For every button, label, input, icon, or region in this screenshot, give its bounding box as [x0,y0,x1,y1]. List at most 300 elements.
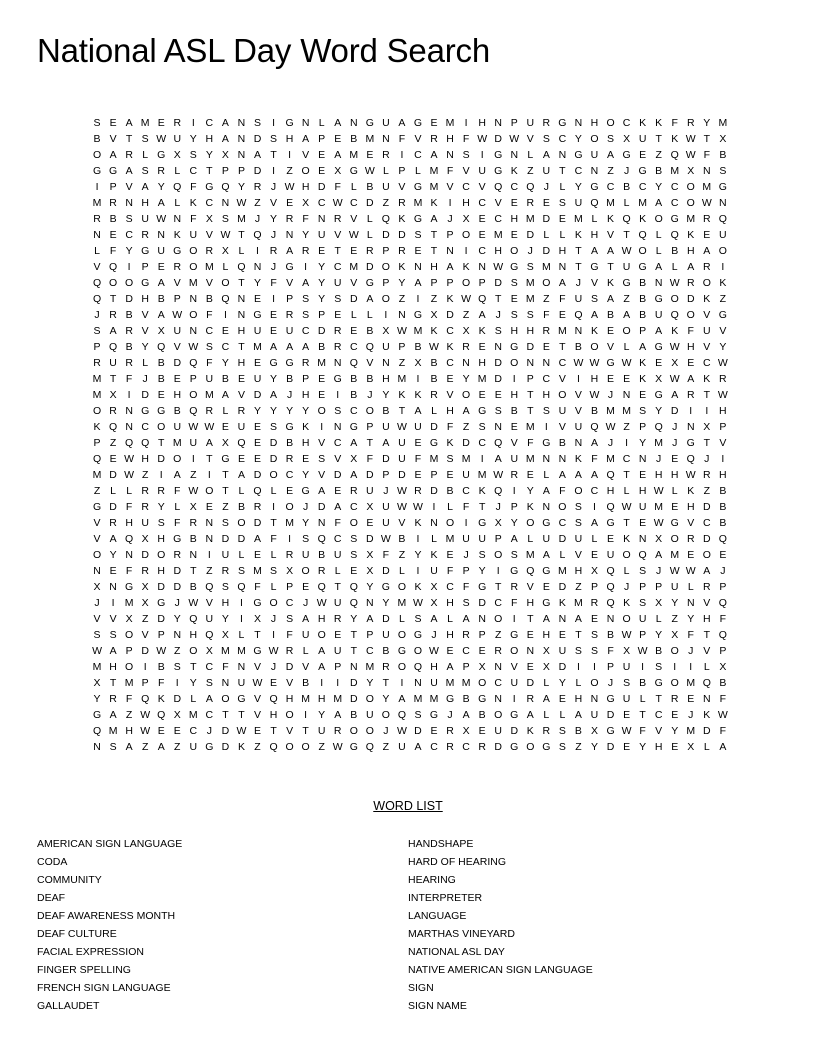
grid-letter: S [510,309,518,321]
grid-letter: W [396,485,407,497]
grid-letter: D [253,165,262,177]
grid-letter: V [286,277,294,289]
grid-letter: Y [173,613,181,625]
grid-letter: V [93,517,101,529]
grid-letter: G [478,581,487,593]
grid-letter: L [575,677,582,689]
grid-letter: R [109,517,117,529]
grid-letter: M [718,117,728,129]
grid-letter: G [92,165,102,177]
grid-row [89,691,731,707]
grid-letter: B [125,341,133,353]
word-list-item: FINGER SPELLING [37,964,131,976]
grid-letter: E [414,245,422,257]
grid-letter: J [623,165,630,177]
grid-letter: H [125,725,133,737]
grid-letter: U [478,533,486,545]
grid-letter: A [542,549,550,561]
grid-letter: V [398,181,406,193]
grid-letter: R [703,581,711,593]
grid-letter: O [686,197,695,209]
grid-letter: N [478,261,486,273]
grid-letter: R [189,517,198,529]
grid-letter: F [302,213,309,225]
grid-letter: C [542,373,551,385]
grid-letter: L [447,501,453,513]
grid-letter: X [590,725,598,737]
grid-letter: D [558,533,567,545]
grid-letter: X [687,165,695,177]
grid-letter: Y [221,357,229,369]
grid-letter: W [621,501,632,513]
grid-letter: E [639,469,647,481]
grid-letter: A [719,741,727,753]
grid-letter: D [462,437,470,449]
grid-letter: R [494,645,502,657]
grid-letter: A [253,533,261,545]
grid-letter: I [400,677,404,689]
grid-letter: Q [670,149,679,161]
grid-letter: P [398,341,406,353]
grid-letter: N [414,261,422,273]
grid-letter: G [125,581,134,593]
grid-letter: N [221,197,230,209]
grid-letter: H [558,245,567,257]
grid-letter: E [703,229,711,241]
grid-letter: Y [302,469,310,481]
grid-letter: T [190,661,197,673]
grid-letter: A [430,613,438,625]
grid-letter: G [253,645,262,657]
grid-letter: U [141,213,149,225]
grid-letter: D [446,309,454,321]
grid-letter: V [286,725,294,737]
grid-letter: U [638,501,647,513]
grid-letter: D [253,469,262,481]
grid-letter: M [333,693,343,705]
grid-letter: B [366,373,374,385]
grid-letter: J [270,613,277,625]
grid-letter: H [125,517,133,529]
grid-letter: I [512,613,516,625]
grid-letter: Q [269,693,278,705]
grid-letter: Z [109,437,117,449]
grid-letter: O [622,549,631,561]
grid-letter: U [253,325,262,337]
grid-letter: D [494,277,502,289]
grid-letter: W [669,565,680,577]
grid-letter: H [446,405,454,417]
grid-letter: G [622,149,631,161]
grid-letter: E [478,389,486,401]
grid-letter: Q [365,741,374,753]
grid-letter: E [510,229,518,241]
grid-letter: I [256,245,259,257]
grid-letter: Y [189,133,197,145]
grid-letter: Q [397,709,406,721]
grid-letter: S [590,293,598,305]
grid-letter: X [253,613,261,625]
grid-letter: U [366,709,374,721]
grid-letter: C [205,325,214,337]
grid-letter: L [222,405,229,417]
grid-letter: N [446,149,454,161]
grid-letter: E [157,725,165,737]
grid-letter: V [703,645,711,657]
grid-letter: B [189,581,197,593]
grid-letter: V [687,517,695,529]
grid-letter: I [95,181,99,193]
grid-letter: A [205,437,213,449]
grid-letter: L [655,245,662,257]
grid-letter: C [494,597,502,609]
grid-letter: F [109,245,117,257]
grid-letter: Y [687,613,695,625]
grid-letter: A [590,245,598,257]
grid-letter: L [190,693,197,705]
word-list-item: NATIVE AMERICAN SIGN LANGUAGE [408,964,593,976]
grid-letter: U [478,165,486,177]
grid-letter: C [446,325,454,337]
word-list-item: DEAF [37,892,66,904]
grid-letter: D [558,581,567,593]
grid-letter: N [93,565,101,577]
grid-letter: N [526,357,535,369]
grid-letter: D [237,533,246,545]
grid-letter: Y [253,277,261,289]
grid-letter: Z [607,165,614,177]
grid-letter: X [655,597,663,609]
grid-letter: P [462,565,470,577]
grid-letter: H [285,693,294,705]
grid-letter: F [607,645,614,657]
word-list-item: INTERPRETER [408,892,483,904]
grid-letter: E [478,645,486,657]
grid-letter: S [253,117,261,129]
grid-letter: O [462,277,471,289]
grid-letter: S [173,661,181,673]
grid-letter: Y [703,117,711,129]
grid-letter: I [641,661,645,673]
grid-letter: A [398,693,406,705]
grid-letter: Z [398,549,406,561]
grid-letter: Z [174,741,181,753]
grid-letter: G [365,117,374,129]
grid-letter: A [253,149,261,161]
grid-letter: G [718,181,727,193]
grid-letter: T [302,725,309,737]
grid-letter: P [478,277,486,289]
grid-letter: I [512,373,516,385]
grid-letter: S [157,517,165,529]
grid-letter: I [416,533,420,545]
grid-letter: F [719,693,727,705]
grid-letter: N [125,197,133,209]
grid-letter: C [590,485,599,497]
grid-letter: V [526,133,534,145]
grid-letter: T [703,389,711,401]
grid-letter: G [333,373,342,385]
grid-letter: U [606,549,615,561]
grid-letter: A [270,389,278,401]
grid-letter: V [253,693,261,705]
grid-letter: W [413,501,423,513]
grid-letter: L [559,709,566,721]
grid-letter: B [350,133,358,145]
grid-letter: Y [366,677,374,689]
grid-letter: R [382,661,390,673]
grid-letter: C [333,437,342,449]
grid-letter: N [414,677,422,689]
grid-letter: P [590,581,598,593]
grid-letter: U [205,373,214,385]
grid-letter: X [334,165,342,177]
grid-letter: M [606,405,615,417]
grid-letter: T [639,709,646,721]
grid-letter: C [285,469,294,481]
grid-row [89,643,731,659]
grid-letter: H [590,229,599,241]
grid-letter: F [382,549,390,561]
grid-letter: Q [590,197,599,209]
grid-letter: N [189,325,198,337]
grid-letter: Y [590,741,598,753]
grid-letter: C [285,597,294,609]
grid-letter: T [190,565,197,577]
grid-letter: K [639,213,647,225]
grid-letter: D [253,389,262,401]
grid-letter: B [607,629,615,641]
grid-letter: R [157,165,165,177]
grid-letter: Y [639,437,647,449]
grid-letter: J [463,549,469,561]
grid-letter: P [302,373,310,385]
grid-letter: H [301,181,310,193]
grid-letter: L [366,213,373,225]
grid-letter: A [462,709,470,721]
grid-letter: O [558,389,567,401]
grid-letter: S [526,261,534,273]
grid-letter: C [221,341,230,353]
grid-letter: Y [157,181,165,193]
grid-letter: U [462,533,470,545]
grid-letter: Q [590,421,599,433]
grid-letter: Z [527,165,534,177]
grid-letter: W [477,133,488,145]
grid-letter: N [462,357,470,369]
grid-letter: W [172,309,183,321]
grid-letter: A [398,117,406,129]
grid-letter: M [221,645,230,657]
grid-letter: N [622,389,631,401]
grid-letter: Y [671,597,679,609]
grid-letter: N [590,693,599,705]
grid-letter: N [109,581,117,593]
grid-letter: G [590,261,599,273]
grid-row [89,675,731,691]
grid-letter: B [655,645,663,657]
grid-letter: Q [349,581,358,593]
grid-letter: I [480,453,484,465]
grid-letter: E [558,213,566,225]
grid-letter: K [607,277,615,289]
grid-letter: N [494,117,502,129]
grid-letter: M [525,277,535,289]
grid-letter: X [173,709,181,721]
grid-letter: A [125,165,133,177]
grid-letter: U [317,725,326,737]
grid-letter: E [446,469,454,481]
grid-letter: Y [93,693,101,705]
grid-row [89,579,731,595]
grid-letter: O [686,181,695,193]
grid-letter: N [510,149,519,161]
grid-letter: N [125,405,133,417]
grid-letter: L [350,309,357,321]
grid-letter: W [669,277,680,289]
grid-letter: B [286,437,294,449]
grid-letter: M [574,597,583,609]
grid-letter: P [173,293,181,305]
grid-letter: B [173,405,181,417]
grid-letter: D [333,469,342,481]
grid-letter: I [384,309,388,321]
grid-letter: J [367,389,373,401]
grid-letter: M [477,469,487,481]
grid-row [89,355,731,371]
grid-letter: G [157,597,166,609]
grid-letter: D [510,725,519,737]
grid-letter: R [109,693,117,705]
grid-letter: U [205,613,214,625]
grid-letter: F [446,565,454,577]
grid-letter: W [364,165,375,177]
grid-letter: G [429,709,439,721]
grid-letter: L [543,677,550,689]
grid-letter: H [703,613,711,625]
grid-letter: H [670,469,679,481]
grid-letter: N [638,533,647,545]
grid-letter: D [109,501,117,513]
grid-letter: I [272,293,275,305]
grid-letter: O [189,245,198,257]
grid-letter: V [719,437,727,449]
grid-letter: S [414,229,422,241]
grid-letter: Y [558,677,566,689]
grid-letter: U [382,501,390,513]
grid-letter: G [285,421,294,433]
grid-letter: U [542,533,551,545]
grid-letter: D [141,549,149,561]
grid-letter: L [366,229,373,241]
grid-letter: P [478,629,486,641]
grid-letter: X [157,325,165,337]
grid-letter: G [542,741,551,753]
grid-letter: P [639,581,647,593]
grid-letter: N [237,661,246,673]
grid-letter: A [414,741,422,753]
grid-row [89,195,731,211]
grid-letter: S [93,325,101,337]
grid-letter: N [173,213,182,225]
grid-letter: T [125,133,133,145]
grid-letter: K [719,277,727,289]
grid-letter: B [719,485,727,497]
grid-letter: R [510,469,519,481]
grid-letter: T [382,677,390,689]
grid-letter: M [461,453,471,465]
grid-letter: G [285,357,294,369]
grid-letter: J [688,645,694,657]
grid-letter: E [478,213,486,225]
grid-letter: Q [622,213,631,225]
grid-letter: N [719,197,727,209]
grid-letter: R [686,389,695,401]
grid-letter: P [382,469,390,481]
grid-letter: S [607,133,615,145]
grid-letter: A [623,309,631,321]
grid-letter: N [221,677,230,689]
grid-letter: M [237,645,246,657]
grid-letter: A [205,693,213,705]
grid-letter: W [429,645,439,657]
grid-letter: A [270,341,278,353]
grid-row [89,595,731,611]
grid-letter: O [445,517,455,529]
grid-letter: E [350,565,358,577]
grid-letter: R [301,245,310,257]
grid-letter: C [558,133,567,145]
grid-row [89,707,731,723]
grid-letter: W [380,533,391,545]
grid-letter: L [398,565,405,577]
grid-letter: F [206,357,213,369]
grid-letter: I [464,117,468,129]
grid-letter: F [206,309,213,321]
grid-letter: D [542,213,551,225]
grid-letter: W [124,453,135,465]
grid-letter: T [655,133,662,145]
grid-letter: R [285,645,294,657]
grid-letter: L [431,405,437,417]
grid-letter: N [237,133,246,145]
grid-letter: T [206,453,213,465]
grid-letter: U [719,229,727,241]
grid-letter: E [590,549,598,561]
grid-letter: M [253,565,262,577]
grid-letter: W [252,677,263,689]
grid-letter: M [525,421,535,433]
grid-letter: S [446,453,454,465]
grid-letter: L [591,533,598,545]
grid-letter: G [285,261,294,273]
grid-letter: L [126,485,133,497]
word-list-item: FRENCH SIGN LANGUAGE [37,982,171,994]
grid-letter: W [621,357,632,369]
grid-letter: Y [318,277,326,289]
grid-letter: S [125,213,133,225]
grid-letter: E [221,421,229,433]
grid-letter: N [494,693,502,705]
grid-letter: B [157,357,165,369]
word-list-item: HANDSHAPE [408,838,474,850]
grid-row [89,403,731,419]
grid-letter: F [719,613,727,625]
grid-letter: N [446,245,454,257]
grid-letter: X [125,613,133,625]
grid-letter: X [494,517,502,529]
grid-letter: V [558,373,566,385]
